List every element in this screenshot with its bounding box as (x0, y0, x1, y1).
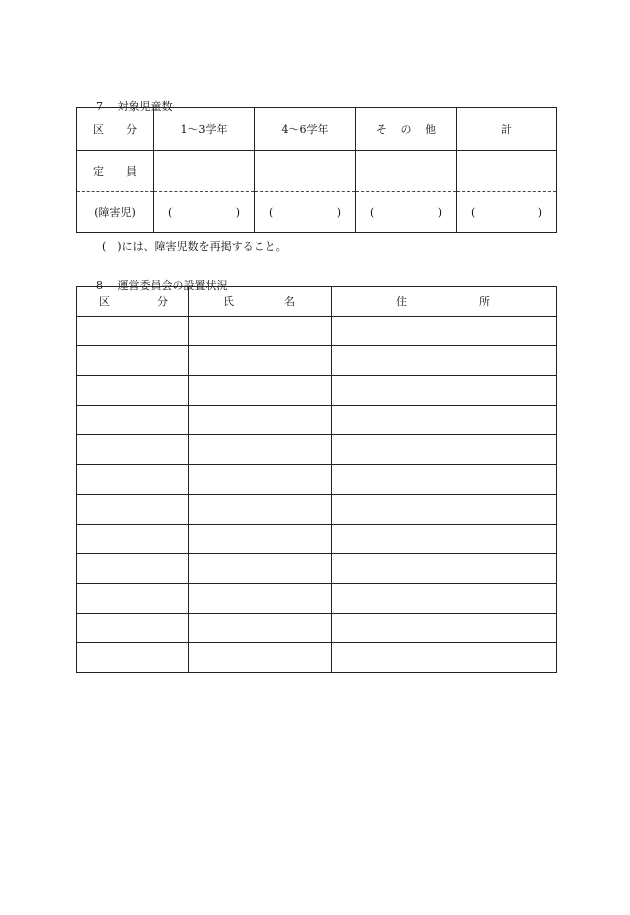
table-row (77, 554, 557, 584)
section7-number: 7 (96, 100, 103, 113)
capacity-cell (255, 151, 356, 192)
table-header-row (77, 108, 557, 151)
division-header: 区 分 (77, 287, 189, 317)
blank-cell (332, 465, 557, 495)
division-header: 区 分 (77, 108, 154, 151)
total-header: 計 (457, 108, 557, 151)
table-row (77, 583, 557, 613)
blank-cell (189, 524, 332, 554)
blank-cell (189, 465, 332, 495)
table-row (77, 465, 557, 495)
blank-cell (77, 435, 189, 465)
capacity-label: 定 員 (77, 151, 154, 192)
blank-cell (77, 643, 189, 673)
blank-cell (332, 613, 557, 643)
capacity-cell (457, 151, 557, 192)
table-row (77, 524, 557, 554)
blank-cell (332, 346, 557, 376)
blank-cell (332, 435, 557, 465)
section7-title: 対象児童数 (117, 100, 173, 113)
disabled-cell: ( ) (356, 192, 457, 233)
table-row (77, 494, 557, 524)
other-header: そ の 他 (356, 108, 457, 151)
blank-cell (77, 405, 189, 435)
section8-title: 運営委員会の設置状況 (117, 279, 228, 292)
blank-cell (332, 583, 557, 613)
blank-cell (332, 405, 557, 435)
blank-cell (332, 524, 557, 554)
name-header: 氏 名 (189, 287, 332, 317)
table-row (77, 613, 557, 643)
blank-cell (77, 376, 189, 406)
table-row (77, 405, 557, 435)
committee-table (76, 286, 557, 673)
target-children-table (76, 107, 557, 233)
blank-cell (77, 524, 189, 554)
grade-1-3-header: 1～3学年 (154, 108, 255, 151)
blank-cell (332, 494, 557, 524)
section8-number: 8 (96, 279, 103, 292)
blank-cell (77, 494, 189, 524)
blank-cell (77, 316, 189, 346)
blank-cell (77, 583, 189, 613)
table-row (77, 376, 557, 406)
blank-cell (189, 494, 332, 524)
disabled-cell: ( ) (255, 192, 356, 233)
blank-cell (189, 643, 332, 673)
disabled-label: (障害児) (77, 192, 154, 233)
disabled-cell: ( ) (154, 192, 255, 233)
section7-note: ( )には、障害児数を再掲すること。 (102, 240, 287, 253)
table-header-row (77, 287, 557, 317)
disabled-cell: ( ) (457, 192, 557, 233)
blank-cell (189, 583, 332, 613)
blank-cell (77, 465, 189, 495)
capacity-cell (154, 151, 255, 192)
blank-cell (189, 316, 332, 346)
blank-cell (189, 613, 332, 643)
table-row (77, 346, 557, 376)
blank-cell (332, 554, 557, 584)
blank-cell (189, 554, 332, 584)
blank-cell (77, 613, 189, 643)
committee-table-body (77, 316, 557, 672)
grade-4-6-header: 4～6学年 (255, 108, 356, 151)
disabled-row (77, 192, 557, 233)
table-row (77, 316, 557, 346)
blank-cell (332, 316, 557, 346)
blank-cell (332, 643, 557, 673)
blank-cell (77, 346, 189, 376)
capacity-row (77, 151, 557, 192)
blank-cell (77, 554, 189, 584)
address-header: 住 所 (332, 287, 557, 317)
capacity-cell (356, 151, 457, 192)
blank-cell (332, 376, 557, 406)
blank-cell (189, 405, 332, 435)
blank-cell (189, 435, 332, 465)
blank-cell (189, 346, 332, 376)
table-row (77, 643, 557, 673)
table-row (77, 435, 557, 465)
blank-cell (189, 376, 332, 406)
